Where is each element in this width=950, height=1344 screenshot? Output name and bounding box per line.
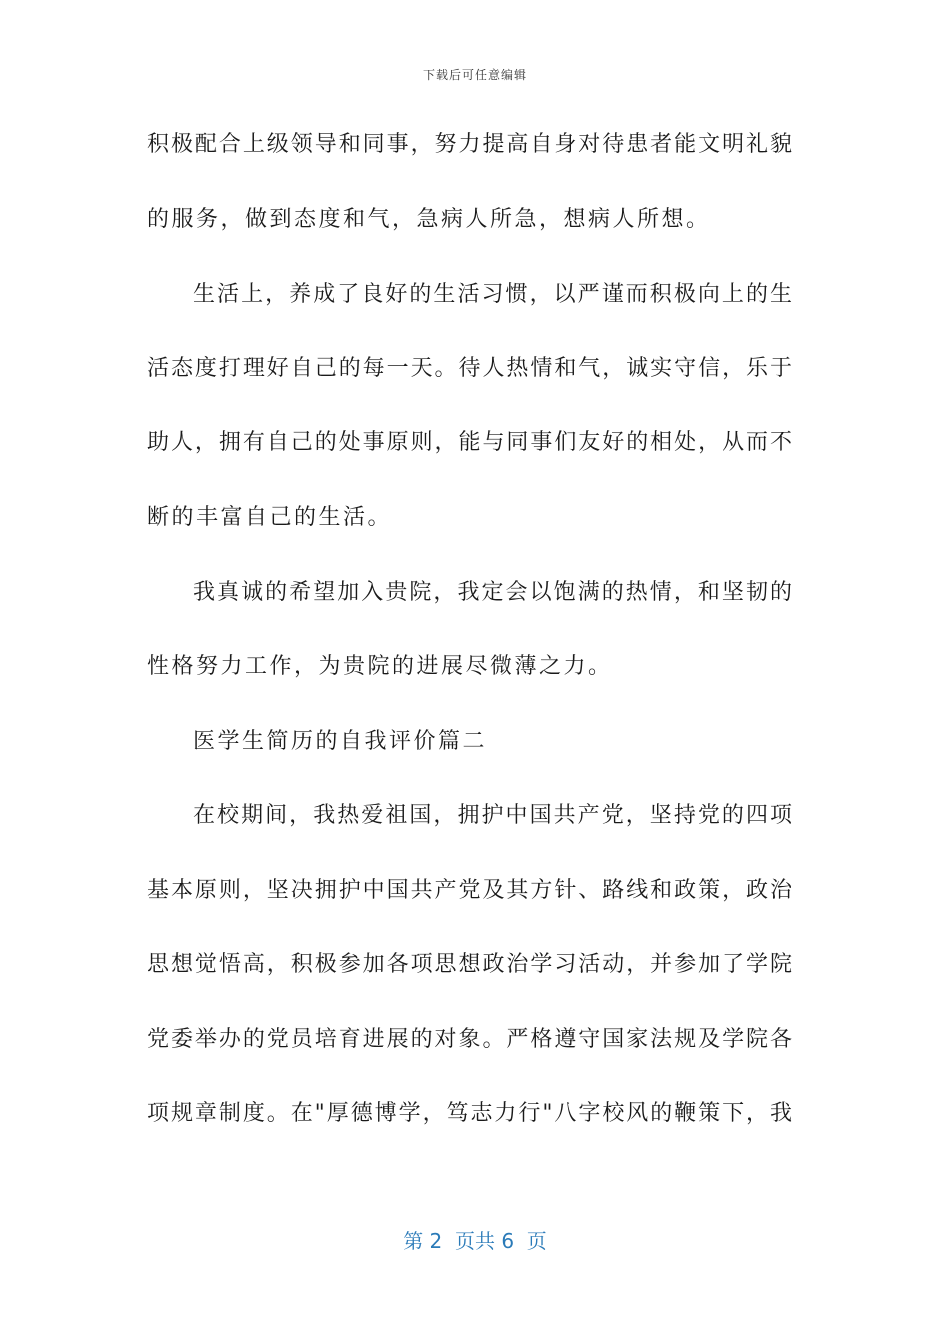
body-line-14: 项规章制度。在"厚德博学，笃志力行"八字校风的鞭策下，我 <box>147 1101 792 1126</box>
body-line-13: 党委举办的党员培育进展的对象。严格遵守国家法规及学院各 <box>147 1027 792 1052</box>
header-note: 下载后可任意编辑 <box>422 68 527 82</box>
body-line-1: 积极配合上级领导和同事，努力提高自身对待患者能文明礼貌 <box>147 132 792 157</box>
body-line-3: 生活上，养成了良好的生活习惯，以严谨而积极向上的生 <box>193 282 792 307</box>
body-line-7: 我真诚的希望加入贵院，我定会以饱满的热情，和坚韧的 <box>193 580 792 605</box>
body-line-10: 在校期间，我热爱祖国，拥护中国共产党，坚持党的四项 <box>193 803 792 828</box>
body-line-6: 断的丰富自己的生活。 <box>147 505 393 530</box>
page-number-label: 第 2 页共 6 页 <box>403 1229 547 1253</box>
body-line-5: 助人，拥有自己的处事原则，能与同事们友好的相处，从而不 <box>147 430 792 455</box>
body-line-12: 思想觉悟高，积极参加各项思想政治学习活动，并参加了学院 <box>147 952 792 977</box>
body-line-11: 基本原则，坚决拥护中国共产党及其方针、路线和政策，政治 <box>147 878 792 903</box>
body-line-4: 活态度打理好自己的每一天。待人热情和气，诚实守信，乐于 <box>147 356 792 381</box>
body-line-8: 性格努力工作，为贵院的进展尽微薄之力。 <box>147 654 613 679</box>
body-line-2: 的服务，做到态度和气，急病人所急，想病人所想。 <box>147 207 711 232</box>
page-number-footer <box>0 1225 950 1254</box>
section-heading: 医学生简历的自我评价篇二 <box>193 729 488 754</box>
